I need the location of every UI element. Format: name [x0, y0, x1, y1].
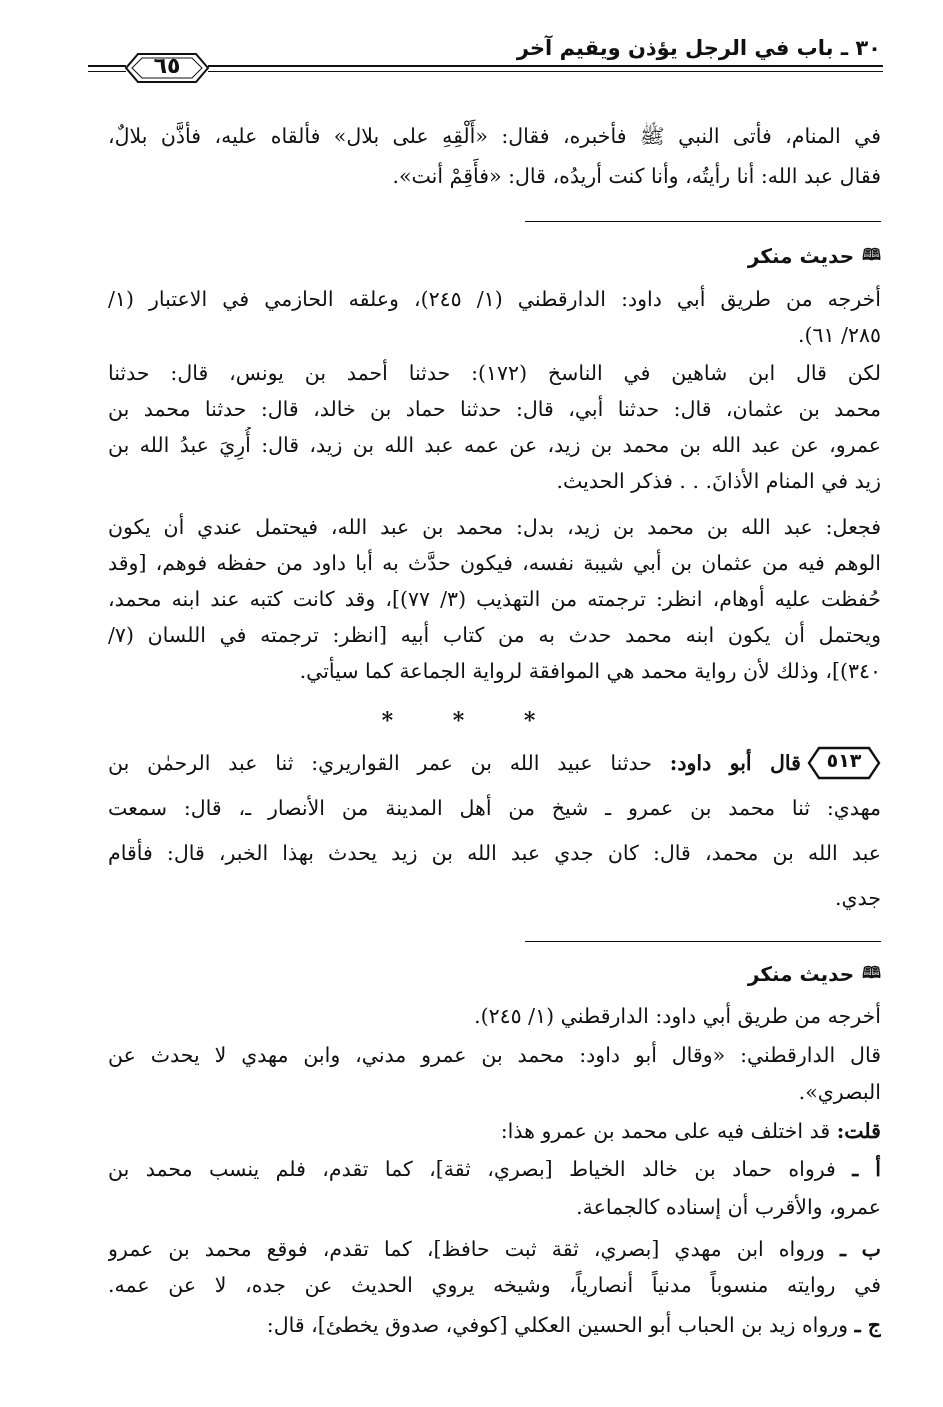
text-line: عمرو، والأقرب أن إسناده كالجماعة. — [576, 1195, 881, 1219]
text-line: ٣٤٠)]، وذلك لأن رواية محمد هي الموافقة لرواية الجماعة كما سيأتي. — [299, 659, 881, 683]
text-line: فقال عبد الله: أنا رأيتُه، وأنا كنت أريدُه، قال: «فأَقِمْ أنت». — [392, 164, 881, 188]
book-marker-icon: 🕮 — [862, 963, 881, 982]
text-line: في روايته منسوباً مدنياً أنصارياً، وشيخه يروي الحديث عن جده، لا عن عمه. — [108, 1273, 881, 1297]
text-line: فجعل: عبد الله بن محمد بن زيد، بدل: محمد بن عبد الله، فيحتمل عندي أن يكون — [108, 515, 881, 539]
footnote-separator — [525, 941, 881, 942]
page-number: ٦٥ — [153, 54, 181, 79]
footnote-separator — [525, 221, 881, 222]
hadith-number: ٥١٣ — [826, 750, 862, 772]
qultu-text: قد اختلف فيه على محمد بن عمرو هذا: — [500, 1119, 831, 1143]
page-number-badge — [124, 48, 210, 88]
list-item-label: ج ـ — [854, 1313, 881, 1337]
text-line: ويحتمل أن يكون ابنه محمد حدث به من كتاب أبيه [انظر: ترجمته في اللسان (٧/ — [108, 623, 881, 647]
list-item-label: ب ـ — [839, 1237, 881, 1261]
text-line: الوهم فيه من عثمان بن أبي شيبة نفسه، فيكون حدَّث به أبا داود من حفظه فوهم، [وقد — [108, 551, 881, 575]
text-line: قال الدارقطني: «وقال أبو داود: محمد بن عمرو مدني، وابن مهدي لا يحدث عن — [108, 1043, 881, 1067]
qultu-line — [108, 1113, 881, 1149]
list-item: ب ـ ورواه ابن مهدي [بصري، ثقة ثبت حافظ]، كما تقدم، فوقع محمد بن عمرو — [108, 1237, 881, 1261]
text-line: عبد الله بن محمد، قال: كان جدي عبد الله بن زيد يحدث بهذا الخبر، قال: فأقام — [108, 841, 881, 865]
section-divider-stars: * * * — [381, 708, 562, 734]
list-item: أ ـ فرواه حماد بن خالد الخياط [بصري، ثقة]، كما تقدم، فلم ينسب محمد بن — [108, 1157, 881, 1181]
text-line: محمد بن عثمان، قال: حدثنا أبي، قال: حدثنا حماد بن خالد، قال: حدثنا محمد بن — [108, 397, 881, 421]
qultu-label: قلت: — [836, 1119, 881, 1143]
text-line: أخرجه من طريق أبي داود: الدارقطني (١/ ٢٤٥)، وعلقه الحازمي في الاعتبار (١/ — [108, 287, 881, 311]
chapter-title: ٣٠ ـ باب في الرجل يؤذن ويقيم آخر — [516, 36, 881, 60]
header-rule — [208, 65, 883, 67]
book-marker-icon: 🕮 — [862, 245, 881, 264]
list-item: ج ـ ورواه زيد بن الحباب أبو الحسين العكلي [كوفي، صدوق يخطئ]، قال: — [266, 1313, 881, 1337]
text-line: عمرو، عن عبد الله بن محمد بن زيد، عن عمه عبد الله بن زيد، قال: أُرِيَ عبدُ الله بن — [108, 433, 881, 457]
text-line: أخرجه من طريق أبي داود: الدارقطني (١/ ٢٤٥). — [474, 1004, 881, 1028]
section-heading: 🕮حديث منكر — [748, 962, 881, 989]
text-line: مهدي: ثنا محمد بن عمرو ـ شيخ من أهل المدينة من الأنصار ـ، قال: سمعت — [108, 796, 881, 820]
hadith-number-badge — [807, 743, 881, 783]
header-rule — [88, 65, 126, 67]
hadith-first-line — [108, 745, 801, 781]
hadith-speaker: قال أبو داود: — [669, 751, 801, 775]
text-line: جدي. — [835, 886, 881, 910]
text-line: حُفظت عليه أوهام، انظر: ترجمته من التهذيب (٣/ ٧٧)]، وقد كانت كتبه عند ابنه محمد، — [108, 587, 881, 611]
text-line: في المنام، فأتى النبي ﷺ فأخبره، فقال: «أَلْقِهِ على بلال» فألقاه عليه، فأذَّن بلالٌ، — [108, 124, 881, 148]
header-rule — [88, 71, 126, 72]
list-item-label: أ ـ — [852, 1157, 881, 1181]
header-rule — [208, 71, 883, 72]
text-line: ٢٨٥/ ٦١). — [797, 323, 881, 347]
hadith-text: حدثنا عبيد الله بن عمر القواريري: ثنا عبد الرحمٰن بن — [108, 751, 652, 775]
text-line: البصري». — [798, 1080, 881, 1104]
text-line: زيد في المنام الأذانَ. . . فذكر الحديث. — [556, 469, 881, 493]
section-heading: 🕮حديث منكر — [748, 244, 881, 271]
text-line: لكن قال ابن شاهين في الناسخ (١٧٢): حدثنا أحمد بن يونس، قال: حدثنا — [108, 361, 881, 385]
